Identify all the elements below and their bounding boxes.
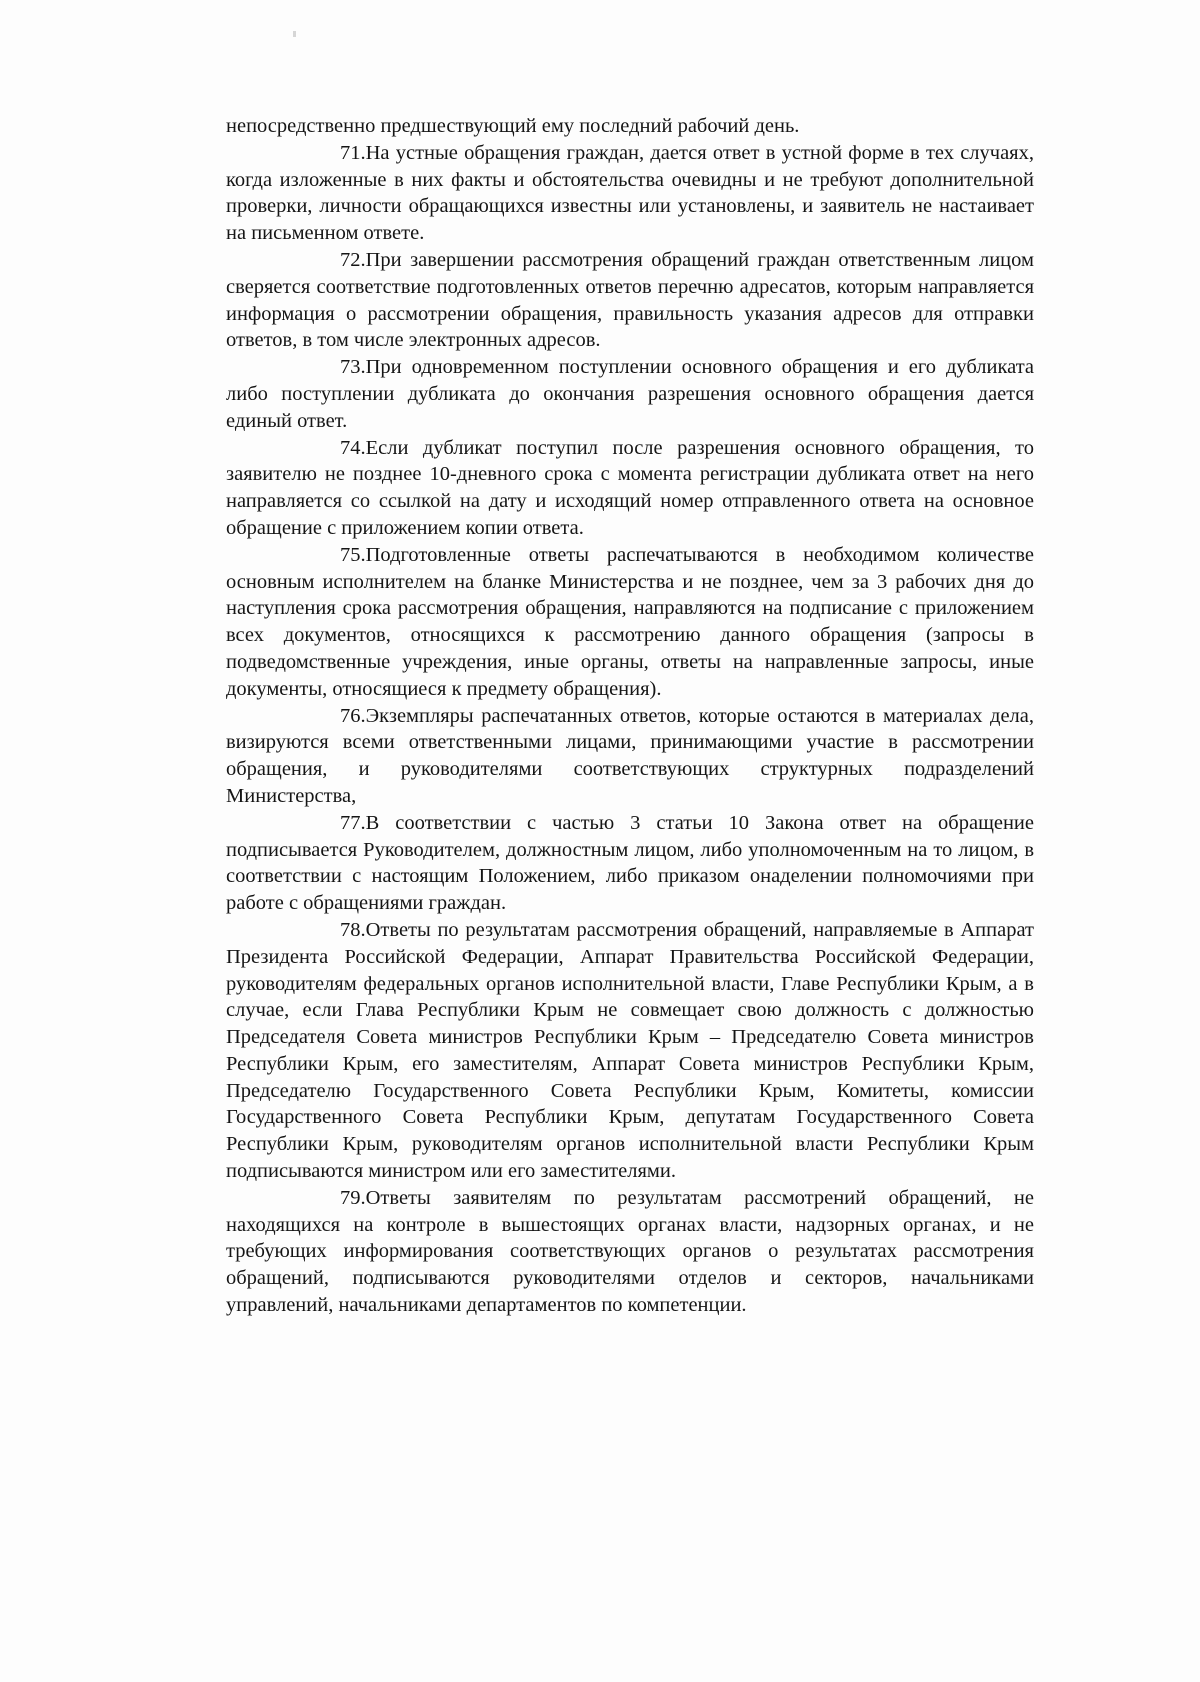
paragraph-79 [226, 1185, 1034, 1319]
paragraph-73 [226, 354, 1034, 434]
paragraph-78 [226, 917, 1034, 1185]
paragraph-number: 78. [340, 918, 366, 941]
paragraph-number: 79. [340, 1186, 366, 1209]
scan-artifact-mark [293, 31, 296, 37]
document-body [226, 113, 1034, 1319]
paragraph-75 [226, 542, 1034, 703]
paragraph-text: На устные обращения граждан, дается ответ в устной форме в тех случаях, когда изложенные в них факты и обстоятельства очевидны и не требуют дополнительной проверки, личности обращающихся известны или установлены, и заявитель не настаивает на письменном ответе. [226, 141, 1034, 245]
paragraph-77 [226, 810, 1034, 917]
paragraph-number: 77. [340, 811, 366, 834]
paragraph-text: Экземпляры распечатанных ответов, которые остаются в материалах дела, визируются всеми ответственными лицами, принимающими участие в рассмотрении обращения, и руководителями соответствующих структурных подразделений Министерства, [226, 704, 1034, 807]
paragraph-76 [226, 703, 1034, 810]
paragraph-text: Ответы по результатам рассмотрения обращений, направляемые в Аппарат Президента Российской Федерации, Аппарат Правительства Российской Федерации, руководителям федеральных органов исполнительной власти, Главе Республики Крым, а в случае, если Глава Республики Крым не совмещает свою должность с должностью Председателя Совета министров Республики Крым – Председателю Совета министров Республики Крым, его заместителям, Аппарат Совета министров Республики Крым, Председателю Государственного Совета Республики Крым, Комитеты, комиссии Государственного Совета Республики Крым, депутатам Государственного Совета Республики Крым, руководителям органов исполнительной власти Республики Крым подписываются министром или его заместителями. [226, 918, 1034, 1183]
paragraph-text: Ответы заявителям по результатам рассмотрений обращений, не находящихся на контроле в вышестоящих органах власти, надзорных органах, и не требующих информирования соответствующих органов о результатах рассмотрения обращений, подписываются руководителями отделов и секторов, начальниками управлений, начальниками департаментов по компетенции. [226, 1186, 1034, 1317]
paragraph-74 [226, 435, 1034, 542]
paragraph-text: При завершении рассмотрения обращений граждан ответственным лицом сверяется соответствие подготовленных ответов перечню адресатов, которым направляется информация о рассмотрении обращения, правильность указания адресов для отправки ответов, в том числе электронных адресов. [226, 248, 1034, 352]
paragraph-text: Если дубликат поступил после разрешения основного обращения, то заявителю не позднее 10-дневного срока с момента регистрации дубликата ответ на него направляется со ссылкой на дату и исходящий номер отправленного ответа на основное обращение с приложением копии ответа. [226, 436, 1034, 539]
paragraph-text: В соответствии с частью 3 статьи 10 Закона ответ на обращение подписывается Руководителем, должностным лицом, либо уполномоченным на то лицом, в соответствии с настоящим Положением, либо приказом онаделении полномочиями при работе с обращениями граждан. [226, 811, 1034, 915]
opening-line: непосредственно предшествующий ему последний рабочий день. [226, 115, 800, 137]
paragraph-number: 74. [340, 436, 366, 459]
paragraph-text: Подготовленные ответы распечатываются в необходимом количестве основным исполнителем на бланке Министерства и не позднее, чем за 3 рабочих дня до наступления срока рассмотрения обращения, направляются на подписание с приложением всех документов, относящихся к рассмотрению данного обращения (запросы в подведомственные учреждения, иные органы, ответы на направленные запросы, иные документы, относящиеся к предмету обращения). [226, 543, 1034, 700]
paragraph-72 [226, 247, 1034, 354]
paragraph-number: 76. [340, 704, 366, 727]
paragraph-number: 71. [340, 141, 366, 164]
paragraph-71 [226, 140, 1034, 247]
paragraph-number: 72. [340, 248, 366, 271]
paragraph-number: 73. [340, 356, 366, 379]
paragraph-text: При одновременном поступлении основного обращения и его дубликата либо поступлении дубликата до окончания разрешения основного обращения дается единый ответ. [226, 356, 1034, 432]
paragraph-number: 75. [340, 543, 366, 566]
